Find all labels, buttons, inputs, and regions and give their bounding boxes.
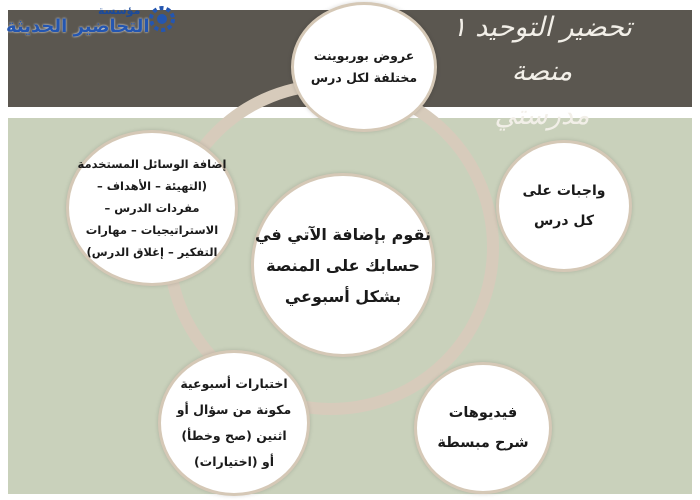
node-right — [496, 140, 632, 272]
logo-subtitle: مؤسسة — [98, 4, 141, 17]
node-bottom-right-label: فيديوهات شرح مبسطة — [437, 405, 529, 451]
logo-title: التحاضير الحديثة — [6, 16, 150, 37]
page-title: تحضير التوحيد ١ منصة مدرستي — [452, 12, 632, 131]
logo — [2, 2, 192, 46]
node-left — [66, 130, 238, 286]
node-bottom-left — [158, 350, 310, 496]
node-left-label: إضافة الوسائل المستخدمة (التهيئة – الأهداف – مفردات الدرس – الاستراتيجيات – مهارات التفكير – إغلاق الدرس) — [77, 157, 227, 259]
node-top — [291, 2, 437, 132]
node-right-label: واجبات على كل درس — [522, 183, 606, 229]
node-top-label: عروض بوربوينت مختلفة لكل درس — [310, 48, 418, 85]
node-bottom-left-label: اختبارات أسبوعية مكونة من سؤال أو اثنين (صح وخطأ) أو (اختيارات) — [176, 376, 292, 469]
center-node — [251, 173, 435, 357]
node-bottom-right — [414, 362, 552, 494]
center-node-label: نقوم بإضافة الآتي في حسابك على المنصة بشكل أسبوعي — [255, 224, 431, 306]
